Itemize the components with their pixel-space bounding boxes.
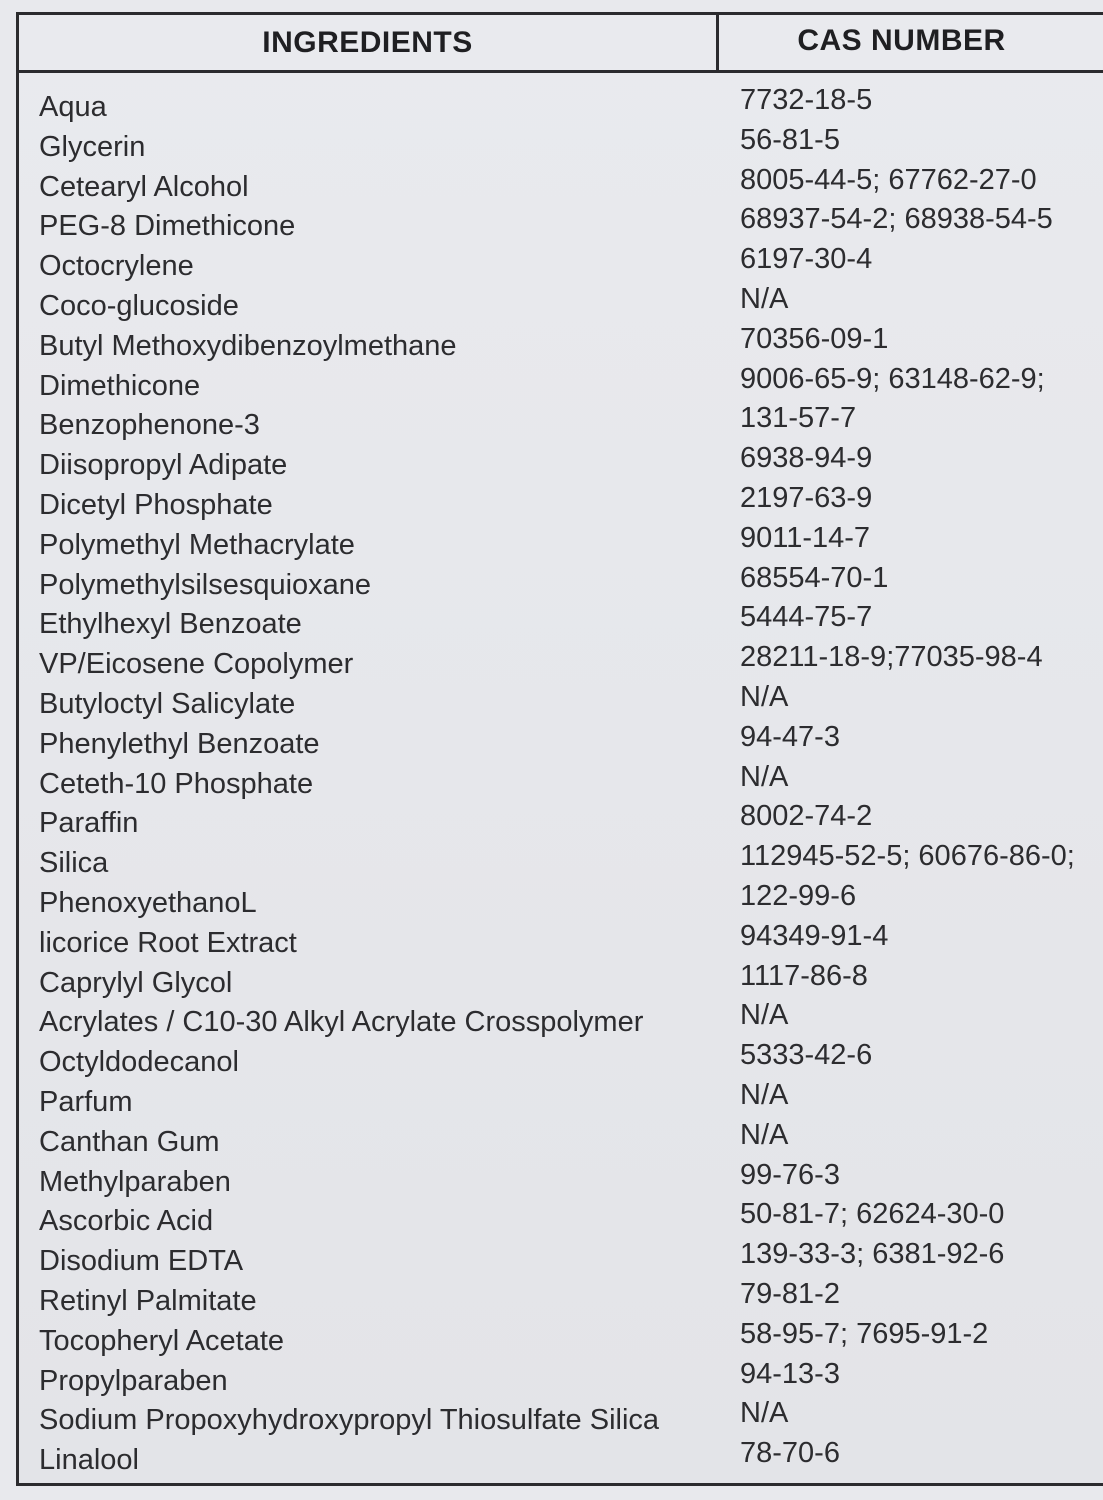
cas-number: 94-47-3 bbox=[740, 720, 840, 753]
cas-number: 94349-91-4 bbox=[740, 919, 889, 952]
cas-number: 5333-42-6 bbox=[740, 1039, 873, 1072]
table-row bbox=[19, 999, 1103, 1042]
table-body bbox=[19, 84, 1103, 1480]
table-row bbox=[19, 1317, 1103, 1361]
ingredient-name: Retinyl Palmitate bbox=[39, 1284, 257, 1317]
ingredient-name: PEG-8 Dimethicone bbox=[39, 210, 296, 243]
cas-number: 50-81-7; 62624-30-0 bbox=[740, 1198, 1005, 1231]
ingredient-name: Octyldodecanol bbox=[39, 1046, 239, 1079]
cas-number: 58-95-7; 7695-91-2 bbox=[740, 1317, 989, 1350]
cas-number: 70356-09-1 bbox=[740, 322, 889, 355]
cas-number: 6197-30-4 bbox=[740, 243, 873, 276]
ingredient-name: Polymethylsilsesquioxane bbox=[39, 568, 372, 601]
cas-number: N/A bbox=[740, 760, 789, 793]
cas-number: 94-13-3 bbox=[740, 1357, 840, 1390]
ingredient-name: Parfum bbox=[39, 1085, 133, 1118]
cas-number: 68554-70-1 bbox=[740, 561, 889, 594]
table-row bbox=[19, 879, 1103, 923]
cas-number: N/A bbox=[740, 680, 789, 713]
ingredient-name: Glycerin bbox=[39, 130, 146, 163]
ingredient-name: Disodium EDTA bbox=[39, 1245, 244, 1278]
table-row bbox=[19, 1397, 1103, 1440]
table-row bbox=[19, 561, 1103, 605]
ingredient-name: Octocrylene bbox=[39, 250, 194, 283]
table-row bbox=[19, 1437, 1103, 1480]
ingredient-name: Dimethicone bbox=[39, 369, 201, 402]
table-row bbox=[19, 760, 1103, 804]
ingredient-name: Canthan Gum bbox=[39, 1125, 220, 1158]
cas-number: 1117-86-8 bbox=[740, 959, 868, 992]
table-header bbox=[19, 15, 1103, 73]
table-row bbox=[19, 1039, 1103, 1082]
ingredient-name: Ascorbic Acid bbox=[39, 1205, 214, 1238]
ingredients-table bbox=[16, 12, 1103, 1486]
ingredient-name: licorice Root Extract bbox=[39, 926, 297, 959]
cas-number: 6938-94-9 bbox=[740, 442, 873, 475]
table-row bbox=[19, 402, 1103, 445]
cas-number: 5444-75-7 bbox=[740, 601, 873, 634]
ingredient-name: Coco-glucoside bbox=[39, 289, 239, 322]
table-row bbox=[19, 840, 1103, 883]
cas-number: N/A bbox=[740, 282, 789, 315]
table-row bbox=[19, 481, 1103, 525]
cas-number: 112945-52-5; 60676-86-0; bbox=[740, 840, 1075, 873]
cas-number: N/A bbox=[740, 1118, 789, 1151]
cas-number: 8005-44-5; 67762-27-0 bbox=[740, 163, 1037, 196]
cas-number: 131-57-7 bbox=[740, 402, 857, 435]
ingredient-name: Diisopropyl Adipate bbox=[39, 449, 288, 482]
ingredient-name: Aqua bbox=[39, 91, 107, 123]
cas-number: N/A bbox=[740, 1397, 789, 1430]
ingredient-name: Acrylates / C10-30 Alkyl Acrylate Crosspolymer bbox=[39, 1006, 644, 1039]
table-row bbox=[19, 362, 1103, 406]
ingredient-name: VP/Eicosene Copolymer bbox=[39, 648, 354, 681]
cas-number: 99-76-3 bbox=[740, 1158, 840, 1191]
table-row bbox=[19, 203, 1103, 246]
ingredient-name: Phenylethyl Benzoate bbox=[39, 727, 320, 760]
table-row bbox=[19, 1357, 1103, 1401]
ingredient-name: Polymethyl Methacrylate bbox=[39, 528, 355, 561]
ingredient-name: Benzophenone-3 bbox=[39, 409, 260, 442]
table-row bbox=[19, 720, 1103, 764]
table-row bbox=[19, 1078, 1103, 1122]
ingredient-name: Tocopheryl Acetate bbox=[39, 1324, 285, 1357]
table-row bbox=[19, 243, 1103, 286]
ingredient-name: Dicetyl Phosphate bbox=[39, 488, 273, 521]
cas-number: 2197-63-9 bbox=[740, 481, 873, 514]
table-row bbox=[19, 1238, 1103, 1281]
table-row bbox=[19, 521, 1103, 565]
ingredient-name: Ceteth-10 Phosphate bbox=[39, 767, 314, 800]
ingredient-name: Methylparaben bbox=[39, 1165, 231, 1198]
cas-number: 68937-54-2; 68938-54-5 bbox=[740, 203, 1053, 236]
cas-number: 139-33-3; 6381-92-6 bbox=[740, 1238, 1005, 1271]
cas-number: 7732-18-5 bbox=[740, 84, 873, 116]
cas-number: 28211-18-9;77035-98-4 bbox=[740, 641, 1043, 674]
table-row bbox=[19, 919, 1103, 963]
ingredient-name: Caprylyl Glycol bbox=[39, 966, 233, 999]
table-row bbox=[19, 84, 1103, 127]
ingredient-name: Ethylhexyl Benzoate bbox=[39, 608, 302, 641]
table-row bbox=[19, 641, 1103, 684]
ingredient-name: Propylparaben bbox=[39, 1364, 228, 1397]
ingredient-name: Butyl Methoxydibenzoylmethane bbox=[39, 329, 457, 362]
ingredient-name: Linalool bbox=[39, 1444, 139, 1477]
cas-number: 9011-14-7 bbox=[740, 521, 871, 554]
table-row bbox=[19, 959, 1103, 1003]
table-row bbox=[19, 442, 1103, 485]
cas-number: 79-81-2 bbox=[740, 1277, 840, 1310]
ingredient-name: Paraffin bbox=[39, 807, 139, 840]
table-row bbox=[19, 282, 1103, 326]
cas-number-column-header: CAS NUMBER bbox=[797, 24, 1006, 57]
table-row bbox=[19, 680, 1103, 724]
cas-number: 8002-74-2 bbox=[740, 800, 873, 833]
ingredient-name: Sodium Propoxyhydroxypropyl Thiosulfate Silica bbox=[39, 1404, 660, 1437]
cas-number: 122-99-6 bbox=[740, 879, 857, 912]
cas-number: N/A bbox=[740, 1078, 789, 1111]
cas-number: 56-81-5 bbox=[740, 123, 840, 156]
cas-number: 9006-65-9; 63148-62-9; bbox=[740, 362, 1045, 395]
ingredient-name: Cetearyl Alcohol bbox=[39, 170, 249, 203]
cas-number: 78-70-6 bbox=[740, 1437, 840, 1470]
ingredient-name: Silica bbox=[39, 847, 109, 880]
cas-number: N/A bbox=[740, 999, 789, 1032]
ingredients-column-header: INGREDIENTS bbox=[262, 26, 473, 59]
table-row bbox=[19, 1118, 1103, 1162]
ingredient-name: Butyloctyl Salicylate bbox=[39, 687, 296, 720]
ingredient-name: PhenoxyethanoL bbox=[39, 886, 257, 919]
